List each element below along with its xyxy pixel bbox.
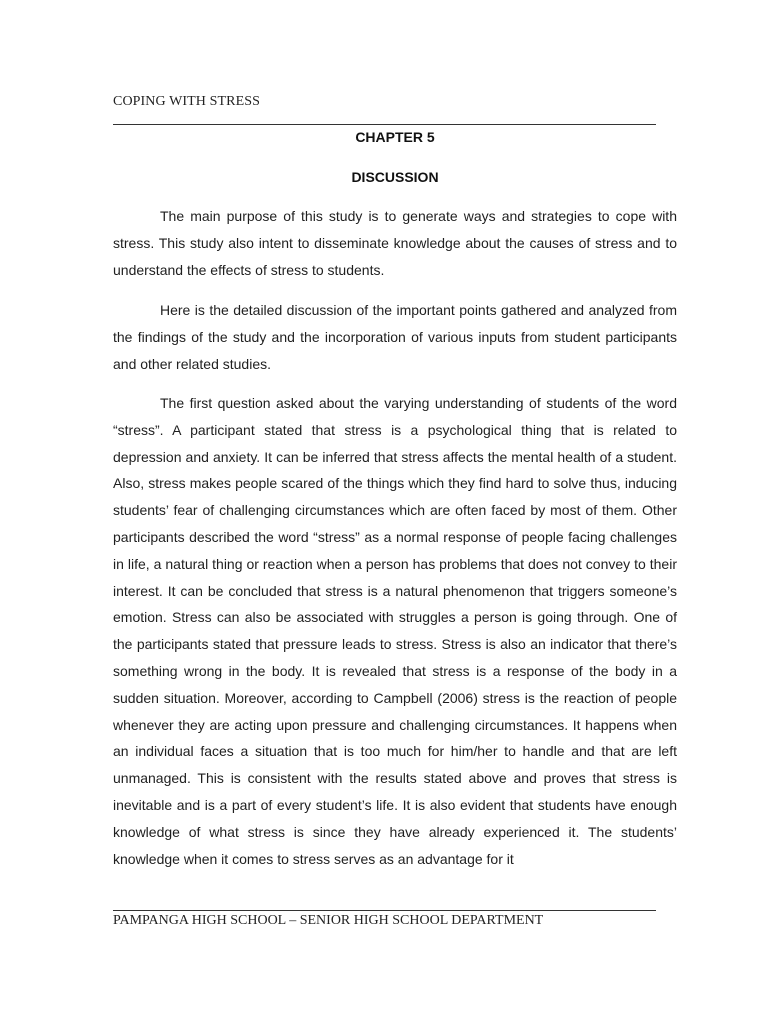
body-paragraph-1: [113, 203, 677, 283]
paragraph-text: The first question asked about the varying understanding of students of the word “stress”. A participant stated that stress is a psychological thing that is related to depression and anxiety. It can be inferred that stress affects the mental health of a student. Also, stress makes people scared of the things which they find hard to solve thus, inducing students’ fear of challenging circumstances which are often faced by most of them. Other participants described the word “stress” as a normal response of people facing challenges in life, a natural thing or reaction when a person has problems that does not convey to their interest. It can be concluded that stress is a natural phenomenon that triggers someone’s emotion. Stress can also be associated with struggles a person is going through. One of the participants stated that pressure leads to stress. Stress is also an indicator that there’s something wrong in the body. It is revealed that stress is a response of the body in a sudden situation. Moreover, according to Campbell (2006) stress is the reaction of people whenever they are acting upon pressure and challenging circumstances. It happens when an individual faces a situation that is too much for him/her to handle and that are left unmanaged. This is consistent with the results stated above and proves that stress is inevitable and is a part of every student’s life. It is also evident that students have enough knowledge of what stress is since they have already experienced it. The students’ knowledge when it comes to stress serves as an advantage for it: [113, 395, 677, 867]
section-title: DISCUSSION: [351, 169, 439, 185]
body-paragraph-2: [113, 297, 677, 377]
paragraph-text: Here is the detailed discussion of the important points gathered and analyzed from the findings of the study and the incorporation of various inputs from student participants and other related studies.: [113, 302, 677, 372]
running-footer: PAMPANGA HIGH SCHOOL – SENIOR HIGH SCHOOL DEPARTMENT: [113, 913, 544, 928]
header-rule: [113, 124, 656, 125]
body-paragraph-3: [113, 390, 677, 872]
running-header: COPING WITH STRESS: [113, 94, 261, 109]
chapter-heading: CHAPTER 5: [355, 129, 435, 145]
paragraph-text: The main purpose of this study is to generate ways and strategies to cope with stress. This study also intent to disseminate knowledge about the causes of stress and to understand the effects of stress to students.: [113, 208, 677, 278]
footer-rule: [113, 910, 656, 911]
